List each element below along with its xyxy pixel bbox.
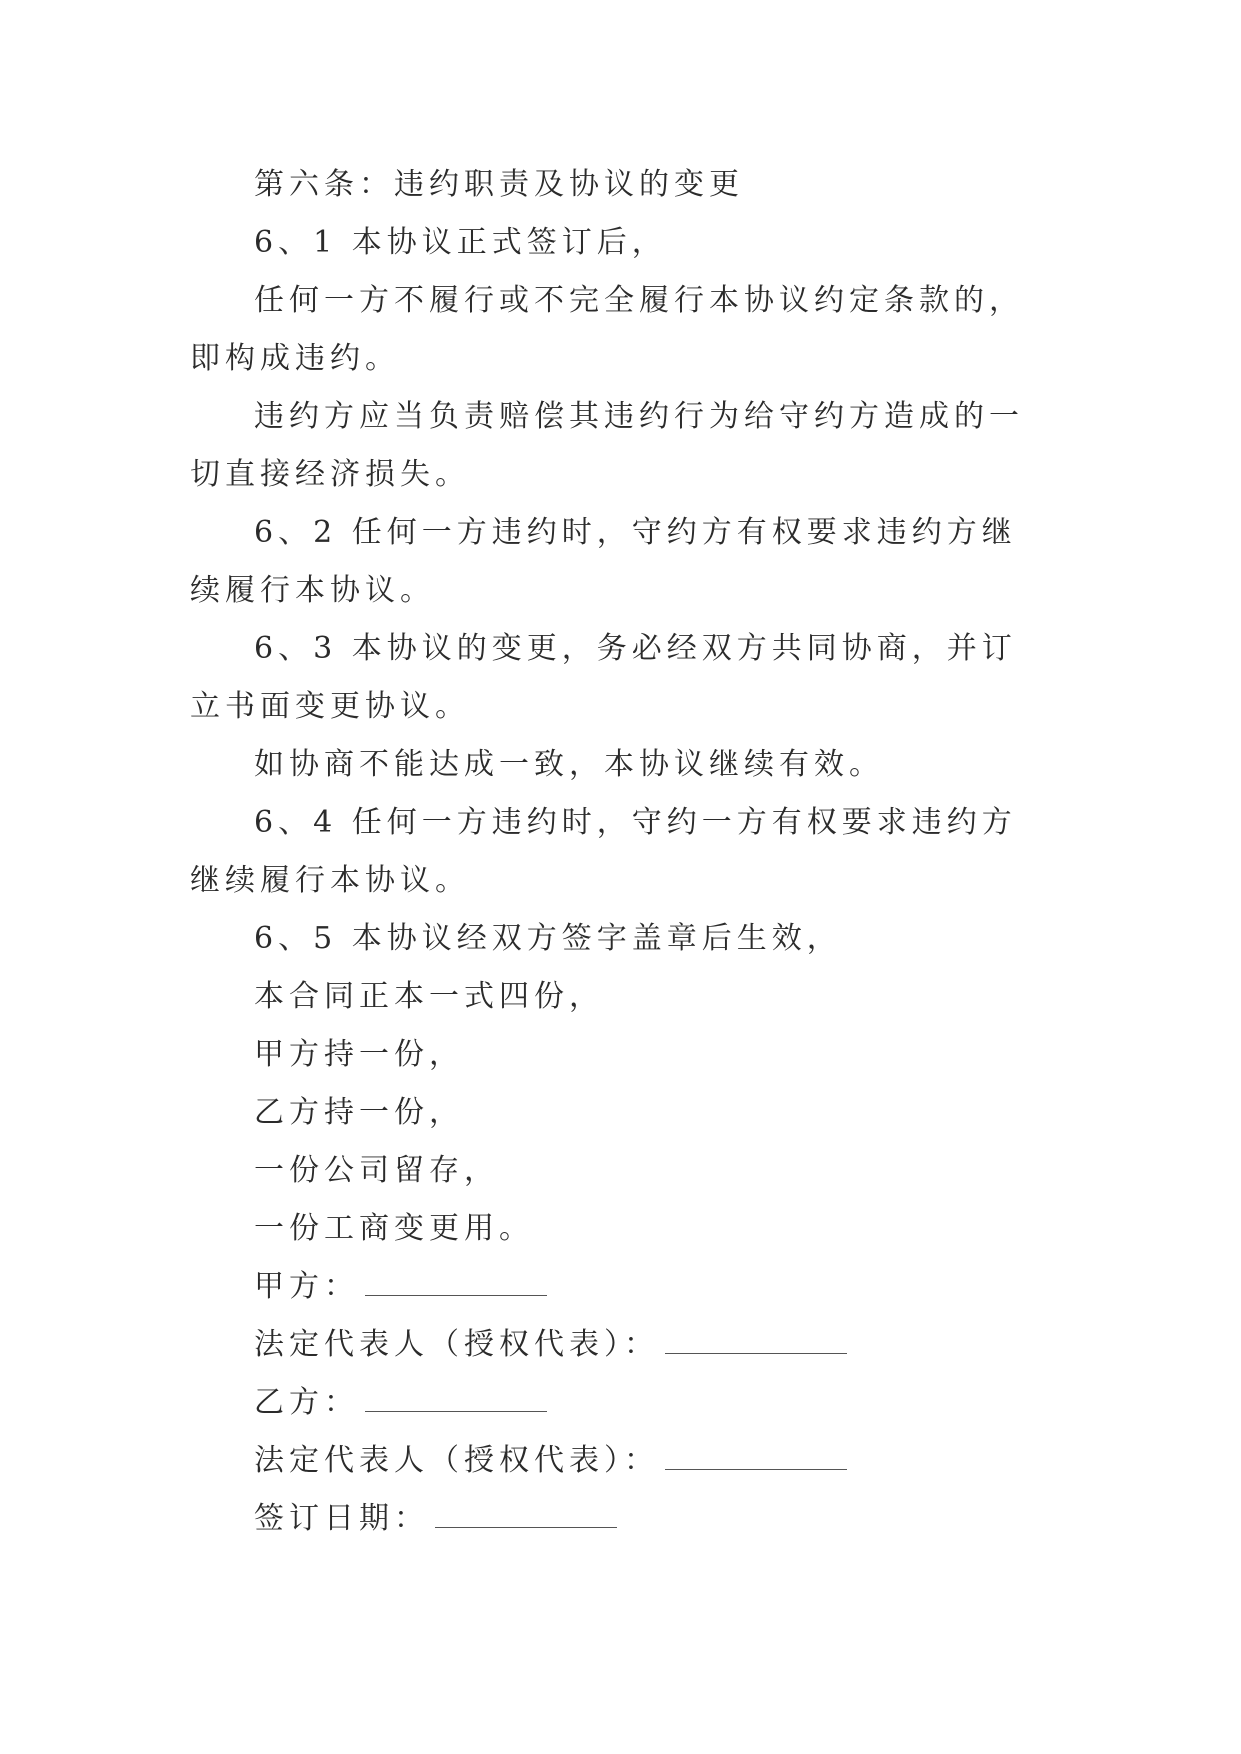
signature-blank[interactable] xyxy=(665,1325,847,1354)
date-blank[interactable] xyxy=(435,1499,617,1528)
signature-label: 签订日期： xyxy=(254,1501,429,1536)
paragraph: 如协商不能达成一致，本协议继续有效。 xyxy=(254,747,884,782)
paragraph-6-3: 6、3 本协议的变更，务必经双方共同协商，并订立书面变更协议。 xyxy=(190,631,1017,724)
paragraph: 违约方应当负责赔偿其违约行为给守约方造成的一切直接经济损失。 xyxy=(190,399,1024,492)
paragraph-6-5: 6、5 本协议经双方签字盖章后生效， xyxy=(254,921,842,956)
paragraph-6-4: 6、4 任何一方违约时，守约一方有权要求违约方继续履行本协议。 xyxy=(190,805,1017,898)
paragraph-6-2: 6、2 任何一方违约时，守约方有权要求违约方继续履行本协议。 xyxy=(190,515,1017,608)
signature-date xyxy=(190,1490,1050,1548)
signature-party-a xyxy=(190,1258,1050,1316)
paragraph: 乙方持一份， xyxy=(254,1095,464,1130)
paragraph: 甲方持一份， xyxy=(254,1037,464,1072)
signature-label: 法定代表人（授权代表）： xyxy=(254,1327,659,1362)
article-heading: 第六条：违约职责及协议的变更 xyxy=(254,167,744,202)
signature-blank[interactable] xyxy=(365,1383,547,1412)
document-body xyxy=(190,156,1050,1548)
paragraph: 本合同正本一式四份， xyxy=(254,979,604,1014)
signature-party-b-rep xyxy=(190,1432,1050,1490)
signature-party-a-rep xyxy=(190,1316,1050,1374)
paragraph: 任何一方不履行或不完全履行本协议约定条款的，即构成违约。 xyxy=(190,283,1024,376)
signature-label: 法定代表人（授权代表）： xyxy=(254,1443,659,1478)
signature-blank[interactable] xyxy=(365,1267,547,1296)
signature-label: 乙方： xyxy=(254,1385,359,1420)
signature-party-b xyxy=(190,1374,1050,1432)
paragraph: 一份公司留存， xyxy=(254,1153,499,1188)
paragraph-6-1: 6、1 本协议正式签订后， xyxy=(254,225,667,260)
signature-blank[interactable] xyxy=(665,1441,847,1470)
paragraph: 一份工商变更用。 xyxy=(254,1211,534,1246)
signature-label: 甲方： xyxy=(254,1269,359,1304)
